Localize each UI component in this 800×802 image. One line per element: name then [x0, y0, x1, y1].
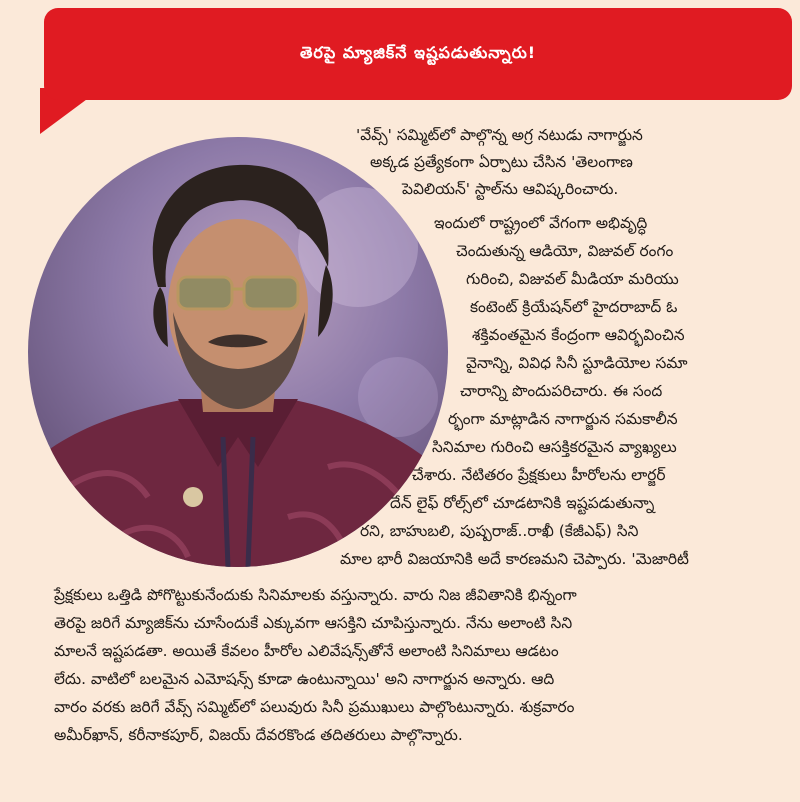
article-line: ఇందులో రాష్ట్రంలో వేగంగా అభివృద్ధి [434, 214, 648, 232]
article-line: తెరపై జరిగే మ్యాజిక్‌ను చూసేందుకే ఎక్కువగా ఆసక్తిని చూపిస్తున్నారు. నేను అలాంటి సిని [54, 614, 573, 632]
article-line: పెవిలియన్' స్టాల్‌ను ఆవిష్కరించారు. [402, 180, 619, 198]
article-line: చెందుతున్న ఆడియో, విజువల్ రంగం [456, 242, 674, 260]
article-line: శక్తివంతమైన కేంద్రంగా ఆవిర్భవించిన [472, 326, 685, 344]
article-line: వారం వరకు జరిగే వేవ్స్ సమ్మిట్‌లో పలువురు సినీ ప్రముఖులు పాల్గొంటున్నారు. శుక్రవారం [54, 698, 575, 716]
article-line: కంటెంట్ క్రియేషన్‌లో హైదరాబాద్ ఓ [470, 298, 678, 316]
headline: తెరపై మ్యాజిక్‌నే ఇష్టపడుతున్నారు! [299, 42, 537, 62]
article-line: చారాన్ని పొందుపరిచారు. ఈ సంద [460, 382, 663, 400]
article-line: ర్భంగా మాట్లాడిన నాగార్జున సమకాలీన [448, 410, 678, 428]
article-line: గురించి, విజువల్ మీడియా మరియు [466, 270, 679, 288]
article-line: మాలనే ఇష్టపడతా. అయితే కేవలం హీరోల ఎలివేషన్స్‌తోనే అలాంటి సినిమాలు ఆడటం [54, 642, 559, 660]
article-line: అమీర్‌ఖాన్, కరీనాకపూర్, విజయ్ దేవరకొండ తదితరులు పాల్గొన్నారు. [54, 726, 463, 744]
article-line: ప్రేక్షకులు ఒత్తిడి పోగొట్టుకునేందుకు సినిమాలకు వస్తున్నారు. వారు నిజ జీవితానికి భిన్నంగా [54, 586, 577, 604]
article-line: సినిమాల గురించి ఆసక్తికరమైన వ్యాఖ్యలు [432, 438, 677, 456]
article-line: దేన్ లైఫ్ రోల్స్‌లో చూడటానికి ఇష్టపడుతున్నా [390, 494, 655, 512]
article-line: 'వేవ్స్' సమ్మిట్‌లో పాల్గొన్న అగ్ర నటుడు నాగార్జున [356, 126, 643, 144]
badge-pin [183, 487, 203, 507]
stage-light-glow [358, 357, 438, 437]
article-line: చేశారు. నేటితరం ప్రేక్షకులు హీరోలను లార్జర్ [412, 466, 666, 484]
glasses-lens-right [244, 277, 298, 309]
person-portrait-icon [28, 137, 448, 567]
glasses-lens-left [178, 277, 232, 309]
article-line: మాల భారీ విజయానికి అదే కారణమని చెప్పారు. 'మెజారిటీ [340, 550, 689, 568]
portrait-illustration [28, 137, 448, 567]
article-line: లేదు. వాటిలో బలమైన ఎమోషన్స్ కూడా ఉంటున్నాయి' అని నాగార్జున అన్నారు. ఆది [54, 670, 555, 688]
article-line: అక్కడ ప్రత్యేకంగా ఏర్పాటు చేసిన 'తెలంగాణ [370, 153, 633, 171]
article-line: వైనాన్ని, వివిధ సినీ స్టూడియోల సమా [466, 354, 688, 372]
article-line: రని, బాహుబలి, పుష్పరాజ్..రాఖీ (కేజీఎఫ్) సిని [360, 522, 639, 540]
